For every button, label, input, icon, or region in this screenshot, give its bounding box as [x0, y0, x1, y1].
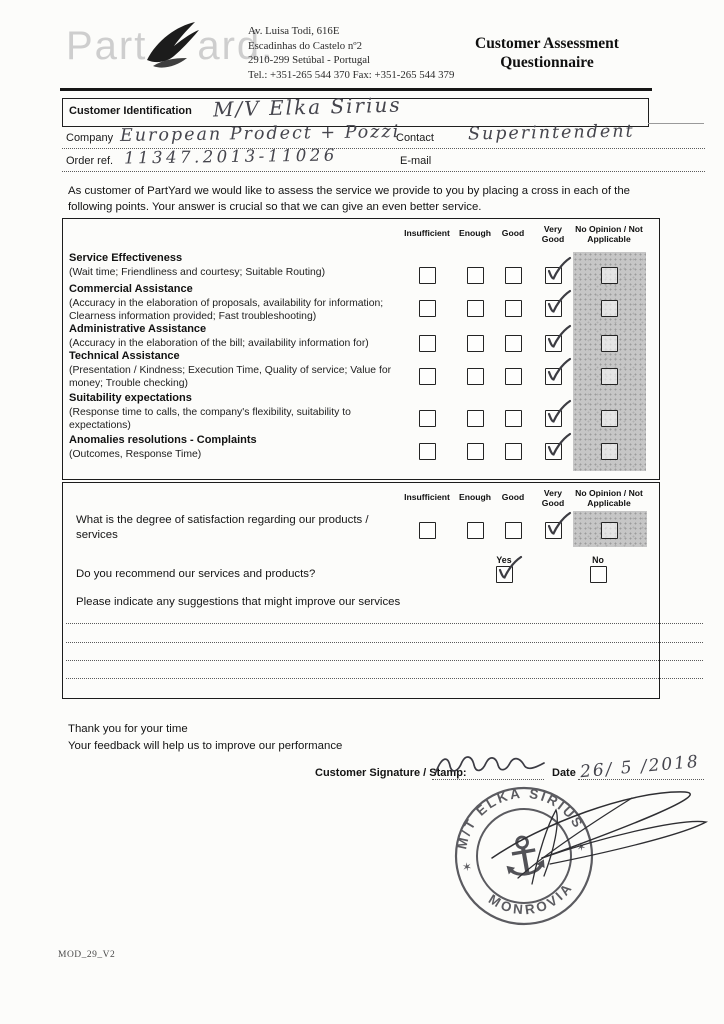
anchor-icon: ⚓	[494, 821, 554, 892]
contact-label: Contact	[396, 132, 434, 144]
column-header-insufficient: Insufficient	[404, 228, 450, 238]
checkbox	[419, 267, 436, 284]
checkbox	[590, 566, 607, 583]
checkbox	[545, 443, 562, 460]
document-title: Customer Assessment Questionnaire	[475, 35, 619, 71]
service-assessment-table	[62, 218, 660, 480]
checkbox	[505, 300, 522, 317]
column-header-very-good: Very Good	[541, 488, 565, 508]
checkbox	[467, 410, 484, 427]
column-header-no-opinion: No Opinion / Not Applicable	[575, 224, 643, 244]
address-line: Av. Luisa Todi, 616E	[248, 25, 340, 37]
checkbox	[601, 335, 618, 352]
intro-paragraph: As customer of PartYard we would like to assess the service we provide to you by placing a cross in each of the following points. Your answer is crucial so that we can give an even better service.	[68, 185, 631, 213]
checkbox	[601, 368, 618, 385]
assessment-row-label: Administrative Assistance (Accuracy in the elaboration of the bill; availability information for)	[69, 323, 369, 349]
checkbox	[545, 522, 562, 539]
signature-label: Customer Signature / Stamp:	[315, 767, 467, 779]
assessment-row-label: Service Effectiveness (Wait time; Friendliness and courtesy; Suitable Routing)	[69, 252, 326, 278]
checkbox	[601, 300, 618, 317]
address-line: Escadinhas do Castelo nº2	[248, 39, 362, 52]
email-label: E-mail	[400, 155, 432, 167]
checkbox	[505, 443, 522, 460]
checkbox	[505, 410, 522, 427]
order-ref-value: 11347.2013-11026	[123, 145, 338, 168]
checkbox	[505, 522, 522, 539]
checkbox	[467, 267, 484, 284]
header-divider	[60, 88, 652, 91]
checkbox	[496, 566, 513, 583]
company-address	[248, 24, 454, 82]
assessment-row-label: Commercial Assistance (Accuracy in the elaboration of proposals, availability for information; Clearness information provided; Fast troubleshooting)	[69, 283, 384, 322]
logo-swoosh-icon	[143, 20, 201, 72]
address-line: 2910-299 Setúbal - Portugal	[248, 54, 371, 66]
checkbox	[467, 335, 484, 352]
column-header-good: Good	[501, 228, 525, 238]
checkbox	[419, 335, 436, 352]
checkbox	[419, 443, 436, 460]
checkbox	[467, 443, 484, 460]
column-header-good: Good	[501, 492, 525, 502]
yes-label: Yes	[496, 555, 512, 565]
no-label: No	[592, 555, 604, 565]
logo-text-right: ard.	[197, 23, 275, 68]
checkbox	[505, 267, 522, 284]
checkbox	[545, 335, 562, 352]
checkbox	[601, 443, 618, 460]
customer-identification-value: M/V Elka Sirius	[212, 92, 402, 122]
checkbox	[545, 410, 562, 427]
handwriting-rule	[648, 123, 704, 124]
checkbox	[467, 522, 484, 539]
checkbox	[545, 368, 562, 385]
checkbox	[601, 410, 618, 427]
contact-value: Superintendent	[467, 121, 635, 145]
suggestion-line	[66, 678, 703, 679]
column-header-enough: Enough	[459, 492, 491, 502]
column-header-no-opinion: No Opinion / Not Applicable	[575, 488, 643, 508]
stamp-bottom-text: MONROVIA	[485, 879, 577, 918]
column-header-very-good: Very Good	[541, 224, 565, 244]
order-ref-label: Order ref.	[66, 155, 114, 167]
suggestion-line	[66, 660, 703, 661]
checkbox	[601, 267, 618, 284]
suggestion-line	[66, 623, 703, 624]
column-header-enough: Enough	[459, 228, 491, 238]
satisfaction-question: What is the degree of satisfaction regarding our products / services	[76, 514, 369, 541]
checkbox	[545, 300, 562, 317]
stamp-top-text: M/T ELKA SIRIUS	[454, 785, 587, 851]
date-value: 26/ 5 /2018	[579, 751, 701, 783]
column-header-insufficient: Insufficient	[404, 492, 450, 502]
document-code: MOD_29_V2	[58, 950, 116, 960]
checkbox	[601, 522, 618, 539]
thanks-line: Thank you for your time	[68, 723, 188, 735]
assessment-row-label: Technical Assistance (Presentation / Kindness; Execution Time, Quality of service; Value for money; Trouble checking)	[69, 350, 392, 389]
assessment-row-label: Anomalies resolutions - Complaints (Outcomes, Response Time)	[69, 434, 257, 460]
company-value: European Prodect + Pozzi	[119, 122, 401, 146]
satisfaction-table	[62, 482, 660, 699]
checkbox	[419, 410, 436, 427]
checkbox	[545, 267, 562, 284]
form-rule	[62, 171, 705, 172]
address-line: Tel.: +351-265 544 370 Fax: +351-265 544 379	[248, 68, 455, 81]
checkbox	[505, 335, 522, 352]
suggestions-label: Please indicate any suggestions that might improve our services	[76, 596, 401, 608]
star-icon: ✶	[460, 859, 474, 875]
customer-identification-label: Customer Identification	[69, 105, 192, 117]
date-label: Date	[552, 767, 576, 779]
checkbox	[419, 522, 436, 539]
checkbox	[419, 368, 436, 385]
logo-text-left: Part	[66, 23, 148, 68]
checkbox	[419, 300, 436, 317]
assessment-row-label: Suitability expectations (Response time to calls, the company's flexibility, suitability to expectations)	[69, 392, 351, 431]
thanks-line: Your feedback will help us to improve our performance	[68, 740, 343, 752]
suggestion-line	[66, 642, 703, 643]
partyard-logo	[66, 20, 274, 72]
star-icon: ✶	[575, 839, 588, 855]
recommend-question: Do you recommend our services and products?	[76, 568, 316, 580]
checkbox	[505, 368, 522, 385]
company-label: Company	[66, 132, 114, 144]
checkbox	[467, 300, 484, 317]
checkbox	[467, 368, 484, 385]
customer-signature	[480, 780, 720, 900]
no-opinion-column-shading	[573, 252, 646, 471]
